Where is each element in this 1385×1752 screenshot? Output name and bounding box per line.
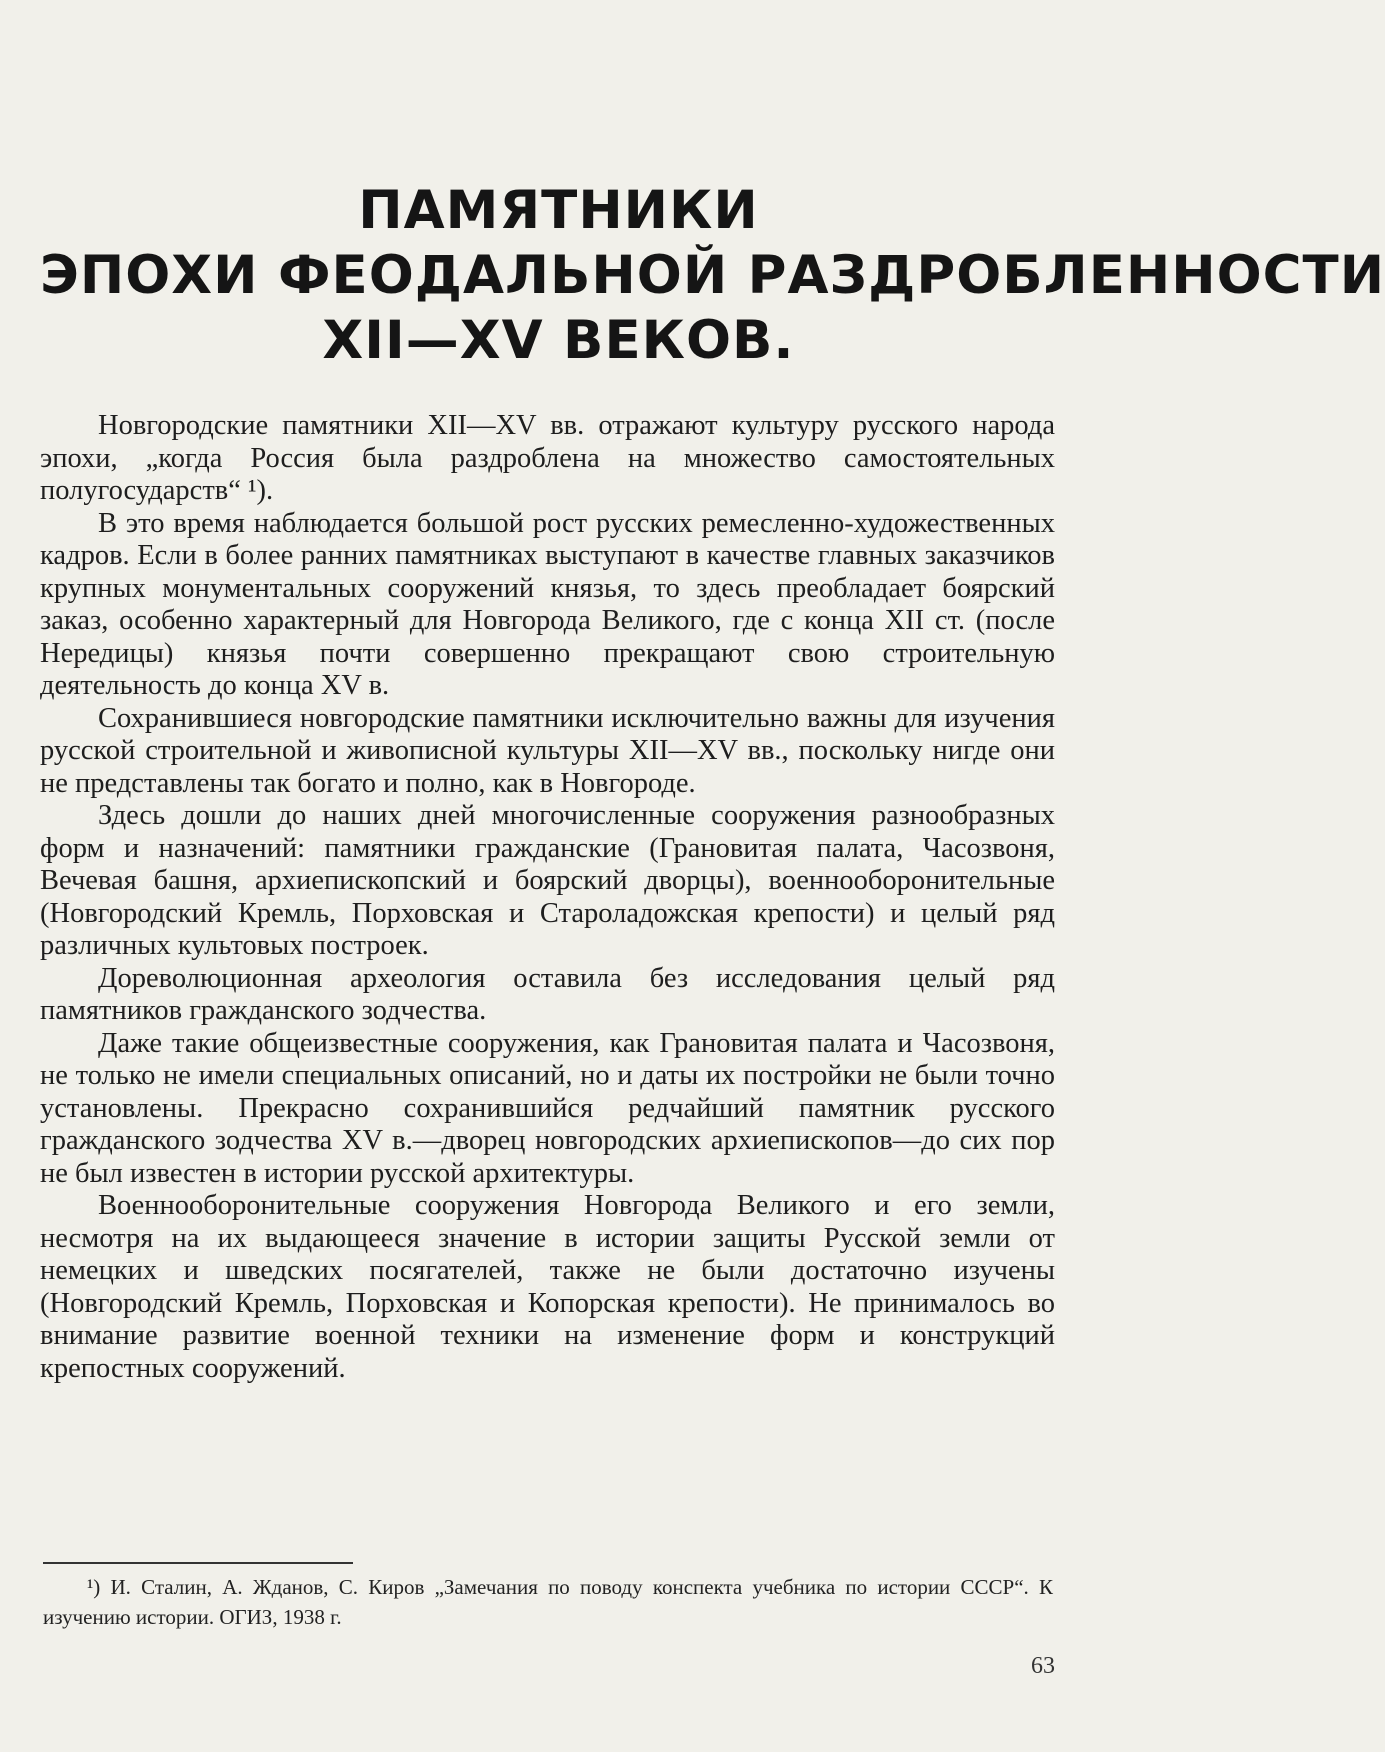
paragraph: Дореволюционная археология оставила без исследования целый ряд памятников гражданского зодчества. bbox=[40, 962, 1055, 1026]
chapter-title-line-2: ЭПОХИ ФЕОДАЛЬНОЙ РАЗДРОБЛЕННОСТИ bbox=[40, 245, 1385, 306]
paragraph: В это время наблюдается большой рост русских ремесленно-художественных кадров. Если в более ранних памятниках выступают в качестве главных заказчиков крупных монументальных сооружений князья, то здесь преобладает боярский заказ, особенно характерный для Новгорода Великого, где с конца XII ст. (после Нередицы) князья почти совершенно прекращают свою строительную деятельность до конца XV в. bbox=[40, 507, 1055, 701]
chapter-title bbox=[40, 178, 1385, 373]
chapter-title-line-3: XII—XV ВЕКОВ. bbox=[322, 310, 795, 371]
paragraph: Здесь дошли до наших дней многочисленные сооружения разнообразных форм и назначений: памятники гражданские (Грановитая палата, Часозвоня, Вечевая башня, архиепископский и боярский дворцы), военнооборонительные (Новгородский Кремль, Порховская и Староладожская крепости) и целый ряд различных культовых построек. bbox=[40, 800, 1055, 961]
paragraph: Даже такие общеизвестные сооружения, как Грановитая палата и Часозвоня, не только не имели специальных описаний, но и даты их постройки не были точно установлены. Прекрасно сохранившийся редчайший памятник русского гражданского зодчества XV в.—дворец новгородских архиепископов—до сих пор не был известен в истории русской архитектуры. bbox=[40, 1027, 1055, 1189]
footnote-divider bbox=[43, 1562, 353, 1564]
paragraph: Сохранившиеся новгородские памятники исключительно важны для изучения русской строительной и живописной культуры XII—XV вв., поскольку нигде они не представлены так богато и полно, как в Новгороде. bbox=[40, 702, 1055, 799]
page-number: 63 bbox=[1031, 1653, 1055, 1679]
paragraph: Военнооборонительные сооружения Новгорода Великого и его земли, несмотря на их выдающееся значение в истории защиты Русской земли от немецких и шведских посягателей, также не были достаточно изучены (Новгородский Кремль, Порховская и Копорская крепости). Не принималось во внимание развитие военной техники на изменение форм и конструкций крепостных сооружений. bbox=[40, 1190, 1055, 1384]
footnote: ¹) И. Сталин, А. Жданов, С. Киров „Замечания по поводу конспекта учебника по истории СССР“. К изучению истории. ОГИЗ, 1938 г. bbox=[43, 1575, 1053, 1629]
paragraph: Новгородские памятники XII—XV вв. отражают культуру русского народа эпохи, „когда Россия была раздроблена на множество самостоятельных полугосударств“ ¹). bbox=[40, 410, 1055, 506]
chapter-title-line-1: ПАМЯТНИКИ bbox=[358, 180, 759, 241]
body-text bbox=[40, 410, 1055, 1385]
